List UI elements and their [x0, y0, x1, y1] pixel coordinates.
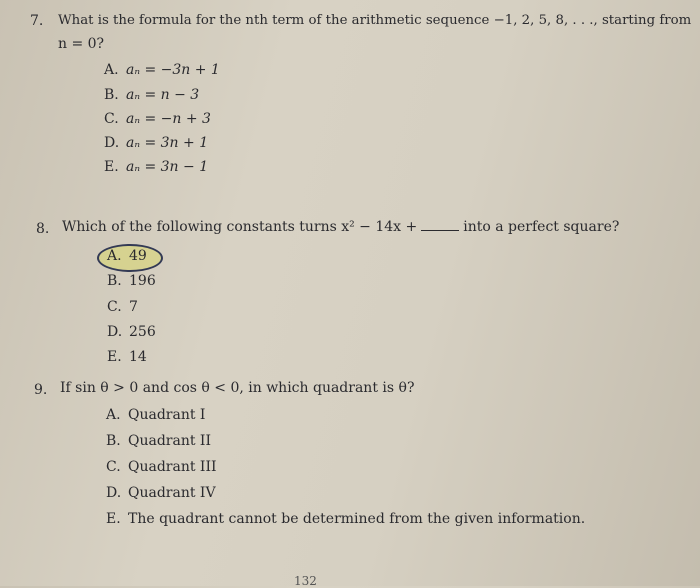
choice-text: The quadrant cannot be determined from the given information.	[128, 511, 586, 527]
choice-b[interactable]	[106, 433, 211, 449]
choice-e[interactable]	[104, 159, 208, 175]
choice-letter: E.	[104, 159, 119, 175]
question-text-after: into a perfect square?	[463, 219, 620, 235]
choice-text: 49	[129, 248, 147, 264]
choice-letter: A.	[106, 407, 121, 423]
choice-text: aₙ = n − 3	[126, 87, 200, 103]
choice-b[interactable]	[104, 87, 199, 103]
choice-c[interactable]	[106, 459, 217, 475]
choice-text: aₙ = 3n − 1	[126, 159, 209, 175]
choice-letter: E.	[107, 349, 122, 365]
choice-c[interactable]	[107, 299, 138, 315]
choice-text: 196	[129, 273, 156, 289]
choice-text: 256	[129, 324, 156, 340]
choice-letter: D.	[106, 485, 122, 501]
choice-text: Quadrant IV	[128, 485, 216, 501]
question-text-line1: What is the formula for the nth term of the arithmetic sequence −1, 2, 5, 8, . . ., starting from	[58, 13, 692, 28]
page-number: 132	[294, 574, 317, 588]
choice-d[interactable]	[107, 324, 156, 340]
choice-letter: C.	[104, 111, 119, 127]
question-text-line2: n = 0?	[58, 36, 105, 52]
choice-letter: D.	[107, 324, 123, 340]
choice-text: Quadrant I	[128, 407, 206, 423]
question-text	[62, 219, 619, 235]
question-text: If sin θ > 0 and cos θ < 0, in which quadrant is θ?	[60, 380, 415, 396]
choice-text: aₙ = −n + 3	[126, 111, 211, 127]
choice-letter: C.	[107, 299, 122, 315]
choice-c[interactable]	[104, 111, 211, 127]
choice-b[interactable]	[107, 273, 156, 289]
choice-letter: B.	[107, 273, 122, 289]
choice-text: 14	[129, 349, 147, 365]
choice-letter: A.	[107, 248, 122, 264]
question-number: 9.	[34, 382, 48, 398]
question-text-before: Which of the following constants turns x² − 14x +	[62, 219, 418, 235]
choice-letter: A.	[104, 62, 119, 78]
choice-letter: B.	[104, 87, 119, 103]
question-number: 7.	[30, 13, 44, 29]
choice-a[interactable]	[106, 407, 205, 423]
choice-a[interactable]	[107, 248, 147, 264]
choice-text: Quadrant III	[128, 459, 217, 475]
choice-text: aₙ = −3n + 1	[126, 62, 220, 78]
choice-letter: B.	[106, 433, 121, 449]
choice-e[interactable]	[106, 511, 585, 527]
choice-letter: D.	[104, 135, 120, 151]
choice-d[interactable]	[104, 135, 208, 151]
choice-a[interactable]	[104, 62, 220, 78]
answer-blank	[421, 230, 459, 231]
choice-text: Quadrant II	[128, 433, 211, 449]
choice-text: aₙ = 3n + 1	[126, 135, 209, 151]
choice-e[interactable]	[107, 349, 147, 365]
choice-letter: C.	[106, 459, 121, 475]
choice-text: 7	[129, 299, 138, 315]
choice-letter: E.	[106, 511, 121, 527]
question-number: 8.	[36, 221, 50, 237]
choice-d[interactable]	[106, 485, 216, 501]
